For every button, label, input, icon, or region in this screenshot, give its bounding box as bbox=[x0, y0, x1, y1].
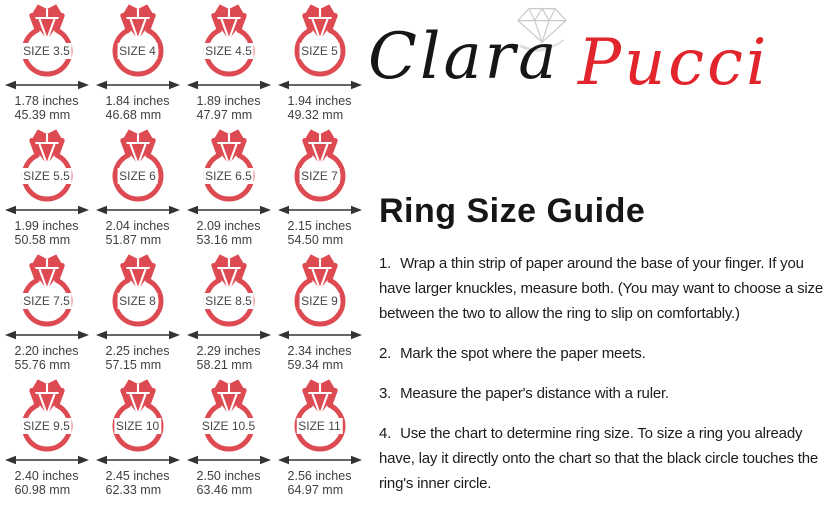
ring-measurements bbox=[274, 220, 365, 247]
diameter-inches: 2.20 inches bbox=[14, 344, 79, 358]
instruction-step bbox=[379, 341, 837, 366]
brand-name-clara: Clara bbox=[368, 20, 560, 94]
ring-size-label: SIZE 7 bbox=[301, 169, 338, 183]
diameter-arrow-icon bbox=[278, 204, 362, 216]
diameter-arrow-icon bbox=[187, 79, 271, 91]
brand-logo bbox=[366, 14, 806, 110]
ring-icon bbox=[2, 128, 92, 203]
ring-size-cell bbox=[183, 378, 274, 503]
ring-size-label: SIZE 4 bbox=[119, 44, 156, 58]
measurement-lines bbox=[106, 470, 170, 497]
ring-illustration bbox=[2, 3, 92, 78]
diameter-arrow-icon bbox=[5, 204, 89, 216]
ring-size-label: SIZE 8 bbox=[119, 294, 156, 308]
ring-icon bbox=[275, 128, 365, 203]
instruction-step bbox=[379, 381, 837, 406]
ring-size-label: SIZE 6 bbox=[119, 169, 156, 183]
ring-illustration bbox=[2, 128, 92, 203]
measurement-lines bbox=[15, 470, 79, 497]
ring-size-cell bbox=[183, 3, 274, 128]
diameter-inches: 1.78 inches bbox=[14, 94, 79, 108]
ring-illustration bbox=[275, 253, 365, 328]
diameter-inches: 2.25 inches bbox=[105, 344, 170, 358]
measurement-lines bbox=[15, 220, 79, 247]
step-text: Mark the spot where the paper meets. bbox=[400, 345, 646, 362]
diameter-inches: 1.94 inches bbox=[287, 94, 352, 108]
ring-size-label: SIZE 5 bbox=[301, 44, 338, 58]
diameter-arrow-icon bbox=[278, 454, 362, 466]
ring-size-cell bbox=[92, 3, 183, 128]
measurement-lines bbox=[15, 95, 79, 122]
ring-icon bbox=[93, 253, 183, 328]
ring-size-cell bbox=[274, 253, 365, 378]
ring-icon bbox=[93, 378, 183, 453]
ring-size-cell bbox=[1, 128, 92, 253]
ring-illustration bbox=[184, 253, 274, 328]
diameter-inches: 1.84 inches bbox=[105, 94, 170, 108]
step-number: 1. bbox=[379, 255, 392, 272]
diameter-mm: 60.98 mm bbox=[14, 482, 71, 497]
diameter-inches: 2.15 inches bbox=[287, 219, 352, 233]
ring-measurements bbox=[274, 345, 365, 372]
ring-size-cell bbox=[92, 128, 183, 253]
ring-size-cell bbox=[92, 253, 183, 378]
ring-illustration bbox=[2, 378, 92, 453]
ring-size-label: SIZE 9 bbox=[301, 294, 338, 308]
diameter-mm: 53.16 mm bbox=[196, 232, 253, 247]
diameter-inches: 2.56 inches bbox=[287, 469, 352, 483]
ring-measurements bbox=[1, 345, 92, 372]
ring-measurements bbox=[92, 345, 183, 372]
ring-icon bbox=[275, 378, 365, 453]
ring-illustration bbox=[184, 128, 274, 203]
ring-measurements bbox=[92, 470, 183, 497]
diameter-arrow-icon bbox=[5, 79, 89, 91]
ring-icon bbox=[184, 128, 274, 203]
ring-measurements bbox=[92, 95, 183, 122]
ring-illustration bbox=[93, 3, 183, 78]
ring-icon bbox=[275, 3, 365, 78]
diameter-arrow-icon bbox=[96, 329, 180, 341]
diameter-inches: 1.99 inches bbox=[14, 219, 79, 233]
measurement-lines bbox=[288, 345, 352, 372]
diameter-arrow-icon bbox=[96, 79, 180, 91]
diameter-mm: 45.39 mm bbox=[14, 107, 71, 122]
ring-illustration bbox=[93, 253, 183, 328]
measurement-lines bbox=[288, 470, 352, 497]
ring-illustration bbox=[93, 128, 183, 203]
diameter-inches: 2.45 inches bbox=[105, 469, 170, 483]
instruction-step bbox=[379, 251, 837, 326]
diameter-inches: 2.40 inches bbox=[14, 469, 79, 483]
diameter-arrow-icon bbox=[96, 454, 180, 466]
ring-illustration bbox=[275, 378, 365, 453]
diameter-mm: 57.15 mm bbox=[105, 357, 162, 372]
ring-illustration bbox=[275, 3, 365, 78]
diameter-mm: 55.76 mm bbox=[14, 357, 71, 372]
measurement-lines bbox=[197, 345, 261, 372]
ring-size-label: SIZE 10.5 bbox=[201, 419, 256, 433]
ring-measurements bbox=[183, 345, 274, 372]
diameter-mm: 63.46 mm bbox=[196, 482, 253, 497]
ring-size-label: SIZE 10 bbox=[115, 419, 160, 433]
ring-size-label: SIZE 9.5 bbox=[23, 419, 70, 433]
measurement-lines bbox=[15, 345, 79, 372]
ring-measurements bbox=[274, 470, 365, 497]
measurement-lines bbox=[197, 95, 261, 122]
measurement-lines bbox=[197, 470, 261, 497]
ring-icon bbox=[184, 253, 274, 328]
step-number: 4. bbox=[379, 425, 392, 442]
ring-measurements bbox=[274, 95, 365, 122]
ring-size-cell bbox=[183, 128, 274, 253]
ring-icon bbox=[2, 3, 92, 78]
diameter-mm: 47.97 mm bbox=[196, 107, 253, 122]
diameter-mm: 59.34 mm bbox=[287, 357, 344, 372]
diameter-mm: 49.32 mm bbox=[287, 107, 344, 122]
ring-size-cell bbox=[183, 253, 274, 378]
ring-icon bbox=[93, 3, 183, 78]
ring-measurements bbox=[183, 95, 274, 122]
diameter-mm: 64.97 mm bbox=[287, 482, 344, 497]
diameter-inches: 2.09 inches bbox=[196, 219, 261, 233]
ring-illustration bbox=[93, 378, 183, 453]
ring-grid bbox=[1, 3, 365, 503]
diameter-inches: 2.50 inches bbox=[196, 469, 261, 483]
ring-size-label: SIZE 5.5 bbox=[23, 169, 70, 183]
page-title: Ring Size Guide bbox=[379, 192, 646, 230]
diameter-mm: 62.33 mm bbox=[105, 482, 162, 497]
measurement-lines bbox=[288, 220, 352, 247]
diameter-mm: 58.21 mm bbox=[196, 357, 253, 372]
diameter-inches: 1.89 inches bbox=[196, 94, 261, 108]
instructions bbox=[379, 251, 837, 511]
ring-icon bbox=[184, 3, 274, 78]
step-text: Wrap a thin strip of paper around the base of your finger. If you have larger knuckles, measure both. (You may want to choose a size between the two to allow the ring to slip on comfortably.) bbox=[379, 255, 823, 322]
ring-size-cell bbox=[1, 3, 92, 128]
ring-size-cell bbox=[274, 3, 365, 128]
measurement-lines bbox=[106, 95, 170, 122]
ring-size-label: SIZE 11 bbox=[298, 419, 341, 433]
diameter-arrow-icon bbox=[187, 454, 271, 466]
ring-measurements bbox=[183, 220, 274, 247]
ring-measurements bbox=[1, 470, 92, 497]
ring-illustration bbox=[184, 378, 274, 453]
instruction-step bbox=[379, 421, 837, 496]
ring-icon bbox=[184, 378, 274, 453]
ring-icon bbox=[2, 378, 92, 453]
diameter-arrow-icon bbox=[278, 329, 362, 341]
ring-size-label: SIZE 7.5 bbox=[23, 294, 70, 308]
diameter-inches: 2.04 inches bbox=[105, 219, 170, 233]
brand-name-pucci: Pucci bbox=[578, 26, 770, 100]
diameter-mm: 50.58 mm bbox=[14, 232, 71, 247]
ring-icon bbox=[275, 253, 365, 328]
ring-icon bbox=[2, 253, 92, 328]
ring-size-cell bbox=[1, 378, 92, 503]
ring-icon bbox=[93, 128, 183, 203]
diameter-mm: 51.87 mm bbox=[105, 232, 162, 247]
ring-size-cell bbox=[274, 378, 365, 503]
diameter-arrow-icon bbox=[5, 329, 89, 341]
diameter-inches: 2.29 inches bbox=[196, 344, 261, 358]
step-text: Measure the paper's distance with a ruler. bbox=[400, 385, 669, 402]
ring-size-cell bbox=[1, 253, 92, 378]
diameter-arrow-icon bbox=[96, 204, 180, 216]
diameter-mm: 46.68 mm bbox=[105, 107, 162, 122]
ring-measurements bbox=[92, 220, 183, 247]
diameter-mm: 54.50 mm bbox=[287, 232, 344, 247]
ring-measurements bbox=[1, 220, 92, 247]
ring-measurements bbox=[183, 470, 274, 497]
ring-size-label: SIZE 8.5 bbox=[205, 294, 252, 308]
diameter-arrow-icon bbox=[187, 329, 271, 341]
measurement-lines bbox=[106, 345, 170, 372]
step-number: 2. bbox=[379, 345, 392, 362]
diameter-arrow-icon bbox=[5, 454, 89, 466]
step-text: Use the chart to determine ring size. To size a ring you already have, lay it directly onto the chart so that the black circle touches the ring's inner circle. bbox=[379, 425, 818, 492]
ring-size-label: SIZE 6.5 bbox=[205, 169, 252, 183]
step-number: 3. bbox=[379, 385, 392, 402]
ring-measurements bbox=[1, 95, 92, 122]
diameter-arrow-icon bbox=[278, 79, 362, 91]
measurement-lines bbox=[197, 220, 261, 247]
ring-illustration bbox=[184, 3, 274, 78]
ring-size-cell bbox=[92, 378, 183, 503]
measurement-lines bbox=[106, 220, 170, 247]
ring-illustration bbox=[275, 128, 365, 203]
diameter-arrow-icon bbox=[187, 204, 271, 216]
ring-size-cell bbox=[274, 128, 365, 253]
ring-size-label: SIZE 3.5 bbox=[23, 44, 70, 58]
ring-size-label: SIZE 4.5 bbox=[205, 44, 252, 58]
diameter-inches: 2.34 inches bbox=[287, 344, 352, 358]
measurement-lines bbox=[288, 95, 352, 122]
ring-illustration bbox=[2, 253, 92, 328]
